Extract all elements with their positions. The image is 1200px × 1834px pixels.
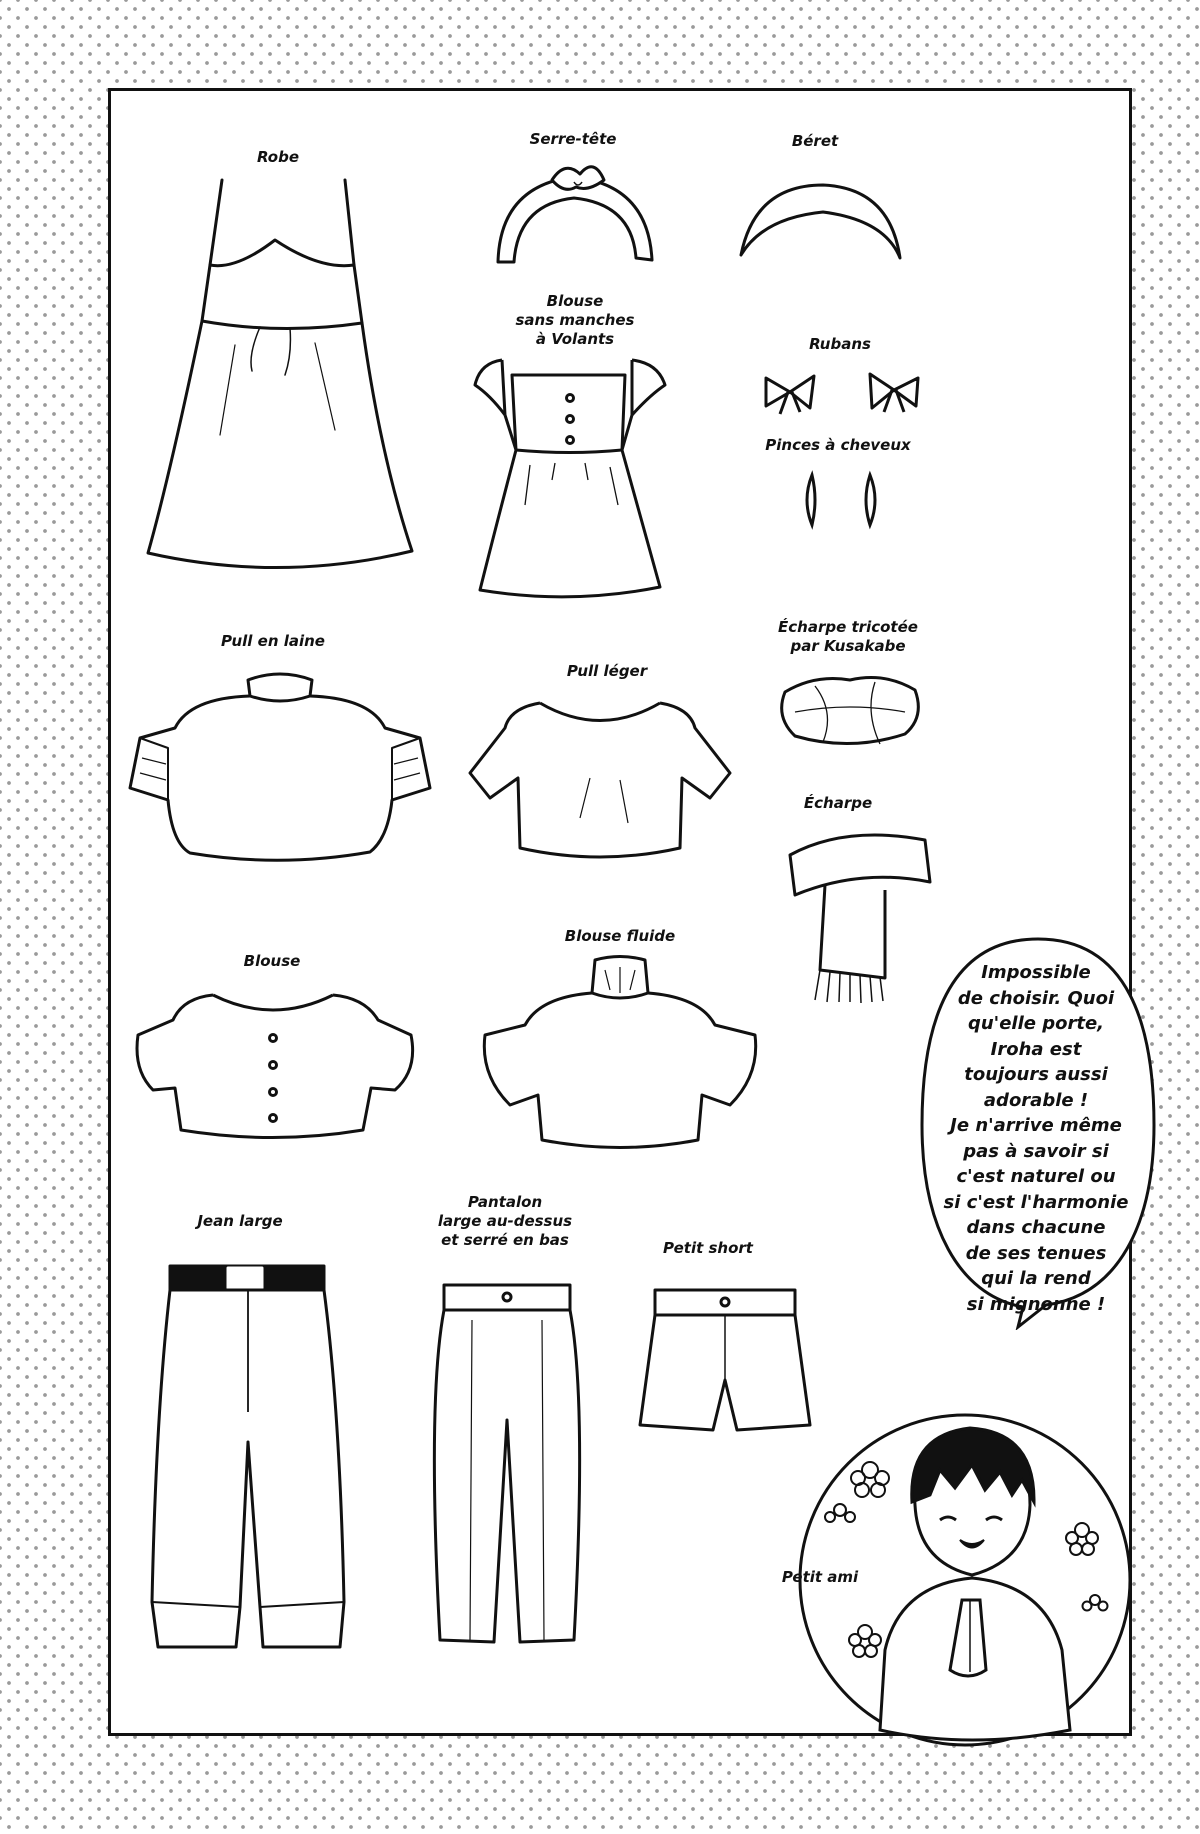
label-line: Pull léger xyxy=(566,662,648,680)
label-line: Petit ami xyxy=(781,1568,859,1586)
bubble-text xyxy=(930,960,1142,1317)
label-blouse-volants xyxy=(516,292,635,349)
jean-large-drawing xyxy=(148,1262,348,1652)
label-line: large au-dessus xyxy=(437,1212,573,1230)
label-line: sans manches xyxy=(515,311,635,329)
bubble-line: si c'est l'harmonie xyxy=(943,1191,1129,1213)
label-line: Pinces à cheveux xyxy=(765,436,911,454)
bubble-line: adorable ! xyxy=(983,1089,1089,1111)
label-line: Petit short xyxy=(663,1239,753,1257)
bubble-line: qu'elle porte, xyxy=(967,1013,1104,1034)
label-pull-laine xyxy=(221,632,325,651)
rubans-drawing xyxy=(762,368,922,416)
label-blouse xyxy=(244,952,301,971)
bubble-line: de ses tenues xyxy=(965,1242,1107,1264)
label-line: Robe xyxy=(256,148,300,166)
label-line: Écharpe xyxy=(803,794,873,812)
pinces-drawing xyxy=(800,470,900,530)
label-serre-tete xyxy=(530,130,617,149)
label-line: par Kusakabe xyxy=(790,637,906,655)
blouse-drawing xyxy=(133,980,418,1150)
label-line: Blouse xyxy=(546,292,604,310)
label-echarpe-tricotee xyxy=(778,618,918,656)
label-blouse-fluide xyxy=(565,927,675,946)
label-pinces xyxy=(765,436,910,455)
petit-short-drawing xyxy=(635,1285,815,1435)
bubble-line: c'est naturel ou xyxy=(956,1166,1116,1187)
label-line: Blouse fluide xyxy=(564,927,676,945)
pull-leger-drawing xyxy=(470,698,730,866)
bubble-line: toujours aussi xyxy=(964,1064,1108,1085)
label-line: Béret xyxy=(791,132,839,150)
label-jean-large xyxy=(197,1212,282,1231)
label-pull-leger xyxy=(567,662,647,681)
robe-drawing xyxy=(140,175,420,575)
label-rubans xyxy=(809,335,871,354)
blouse-fluide-drawing xyxy=(480,955,760,1155)
label-line: Écharpe tricotée xyxy=(778,618,918,636)
blouse-volants-drawing xyxy=(470,355,670,600)
label-line: Blouse xyxy=(243,952,301,970)
label-line: Jean large xyxy=(197,1212,283,1230)
bubble-line: Iroha est xyxy=(990,1038,1082,1060)
bubble-line: dans chacune xyxy=(966,1217,1106,1238)
bubble-line: Je n'arrive même xyxy=(950,1115,1122,1136)
label-line: Pantalon xyxy=(467,1193,543,1211)
label-petit-ami xyxy=(782,1568,858,1587)
label-pantalon xyxy=(438,1193,572,1250)
bubble-line: qui la rend xyxy=(981,1268,1091,1289)
bubble-line: pas à savoir si xyxy=(963,1140,1109,1162)
label-line: Pull en laine xyxy=(221,632,325,650)
pantalon-drawing xyxy=(422,1280,592,1650)
pull-laine-drawing xyxy=(130,668,430,868)
bubble-line: si mignonne ! xyxy=(966,1293,1106,1315)
label-petit-short xyxy=(663,1239,753,1258)
echarpe-drawing xyxy=(785,820,935,1005)
label-echarpe xyxy=(804,794,872,813)
label-line: Rubans xyxy=(809,335,871,353)
beret-drawing xyxy=(735,180,905,270)
label-beret xyxy=(792,132,838,151)
label-line: et serré en bas xyxy=(441,1231,569,1249)
serre-tete-drawing xyxy=(490,162,660,272)
label-line: à Volants xyxy=(535,330,615,348)
bubble-line: Impossible xyxy=(981,962,1091,983)
bubble-line: de choisir. Quoi xyxy=(957,987,1115,1009)
label-robe xyxy=(257,148,299,167)
echarpe-tricotee-drawing xyxy=(775,672,925,752)
label-line: Serre-tête xyxy=(529,130,617,148)
